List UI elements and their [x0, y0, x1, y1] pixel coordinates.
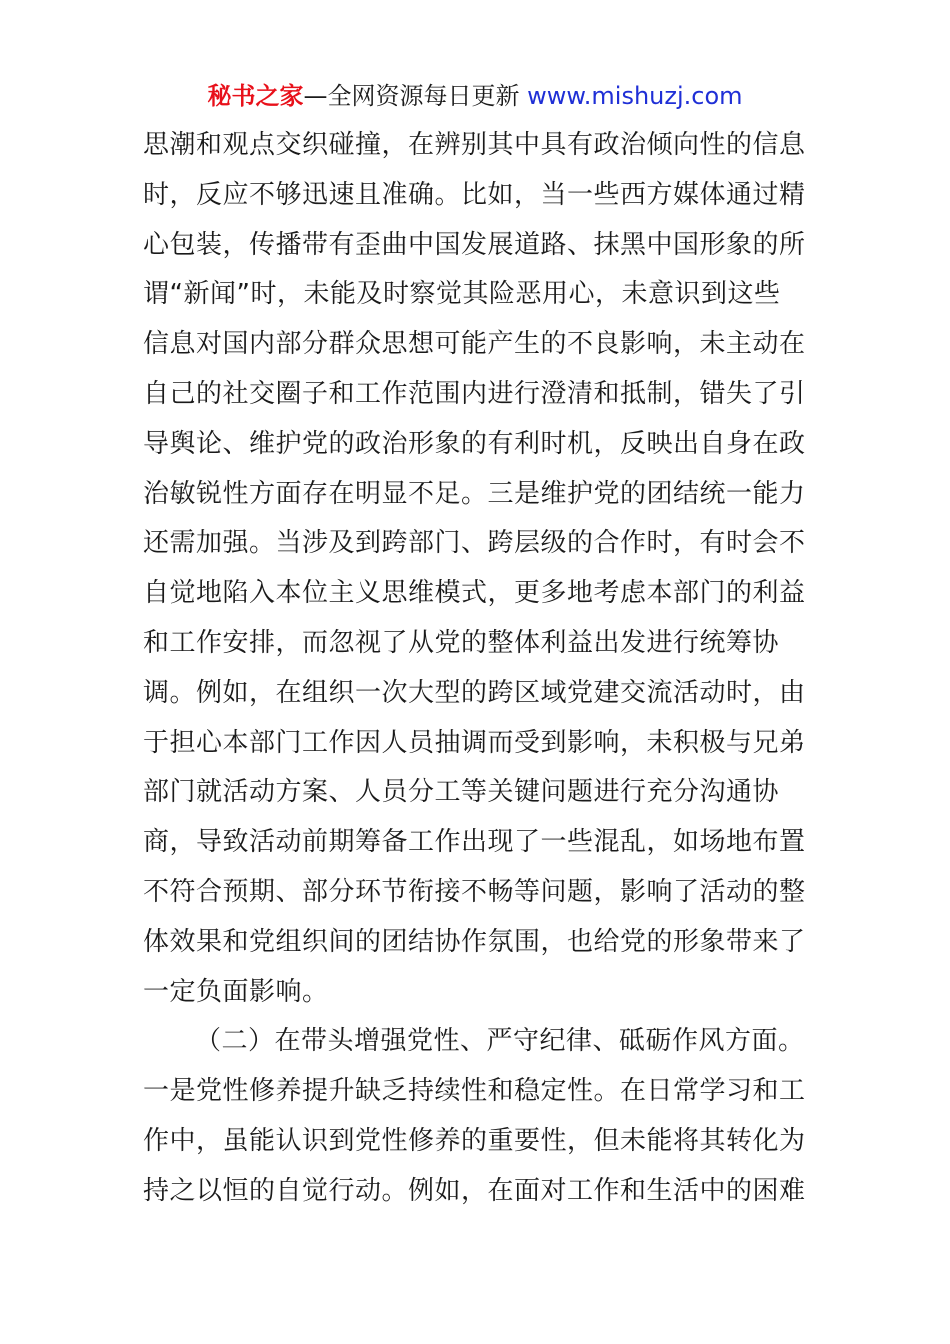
text-line: 谓“新闻”时，未能及时察觉其险恶用心，未意识到这些 — [143, 279, 781, 310]
document-body — [143, 121, 813, 1217]
site-url-link[interactable]: www.mishuzj.com — [527, 82, 743, 110]
text-line: 一是党性修养提升缺乏持续性和稳定性。在日常学习和工 — [143, 1076, 806, 1107]
text-line: 自己的社交圈子和工作范围内进行澄清和抵制，错失了引 — [143, 378, 806, 409]
text-line: 还需加强。当涉及到跨部门、跨层级的合作时，有时会不 — [143, 528, 806, 559]
text-line: 作中，虽能认识到党性修养的重要性，但未能将其转化为 — [143, 1125, 806, 1156]
text-line: 思潮和观点交织碰撞，在辨别其中具有政治倾向性的信息 — [143, 130, 806, 160]
text-line: 治敏锐性方面存在明显不足。三是维护党的团结统一能力 — [143, 478, 806, 509]
text-line: 持之以恒的自觉行动。例如，在面对工作和生活中的困难 — [143, 1175, 806, 1206]
text-line: 部门就活动方案、人员分工等关键问题进行充分沟通协 — [143, 777, 780, 808]
text-line: 时，反应不够迅速且准确。比如，当一些西方媒体通过精 — [143, 179, 806, 210]
text-line: 和工作安排，而忽视了从党的整体利益出发进行统筹协 — [143, 627, 780, 658]
site-header — [0, 78, 950, 114]
section-heading: （二）在带头增强党性、严守纪律、砥砺作风方面。 — [195, 1026, 805, 1057]
text-line: 一定负面影响。 — [143, 976, 329, 1007]
text-line: 心包装，传播带有歪曲中国发展道路、抹黑中国形象的所 — [143, 229, 806, 260]
text-line: 调。例如，在组织一次大型的跨区域党建交流活动时，由 — [143, 677, 806, 708]
text-line: 体效果和党组织间的团结协作氛围，也给党的形象带来了 — [143, 926, 806, 957]
text-line: 于担心本部门工作因人员抽调而受到影响，未积极与兄弟 — [143, 727, 806, 758]
text-line: 导舆论、维护党的政治形象的有利时机，反映出自身在政 — [143, 428, 806, 459]
text-line: 不符合预期、部分环节衔接不畅等问题，影响了活动的整 — [143, 876, 806, 907]
site-tagline: —全网资源每日更新 — [303, 82, 520, 110]
text-line: 自觉地陷入本位主义思维模式，更多地考虑本部门的利益 — [143, 578, 806, 609]
text-line: 商，导致活动前期筹备工作出现了一些混乱，如场地布置 — [143, 827, 806, 858]
site-brand: 秘书之家 — [207, 82, 304, 110]
text-line: 信息对国内部分群众思想可能产生的不良影响，未主动在 — [143, 329, 806, 360]
